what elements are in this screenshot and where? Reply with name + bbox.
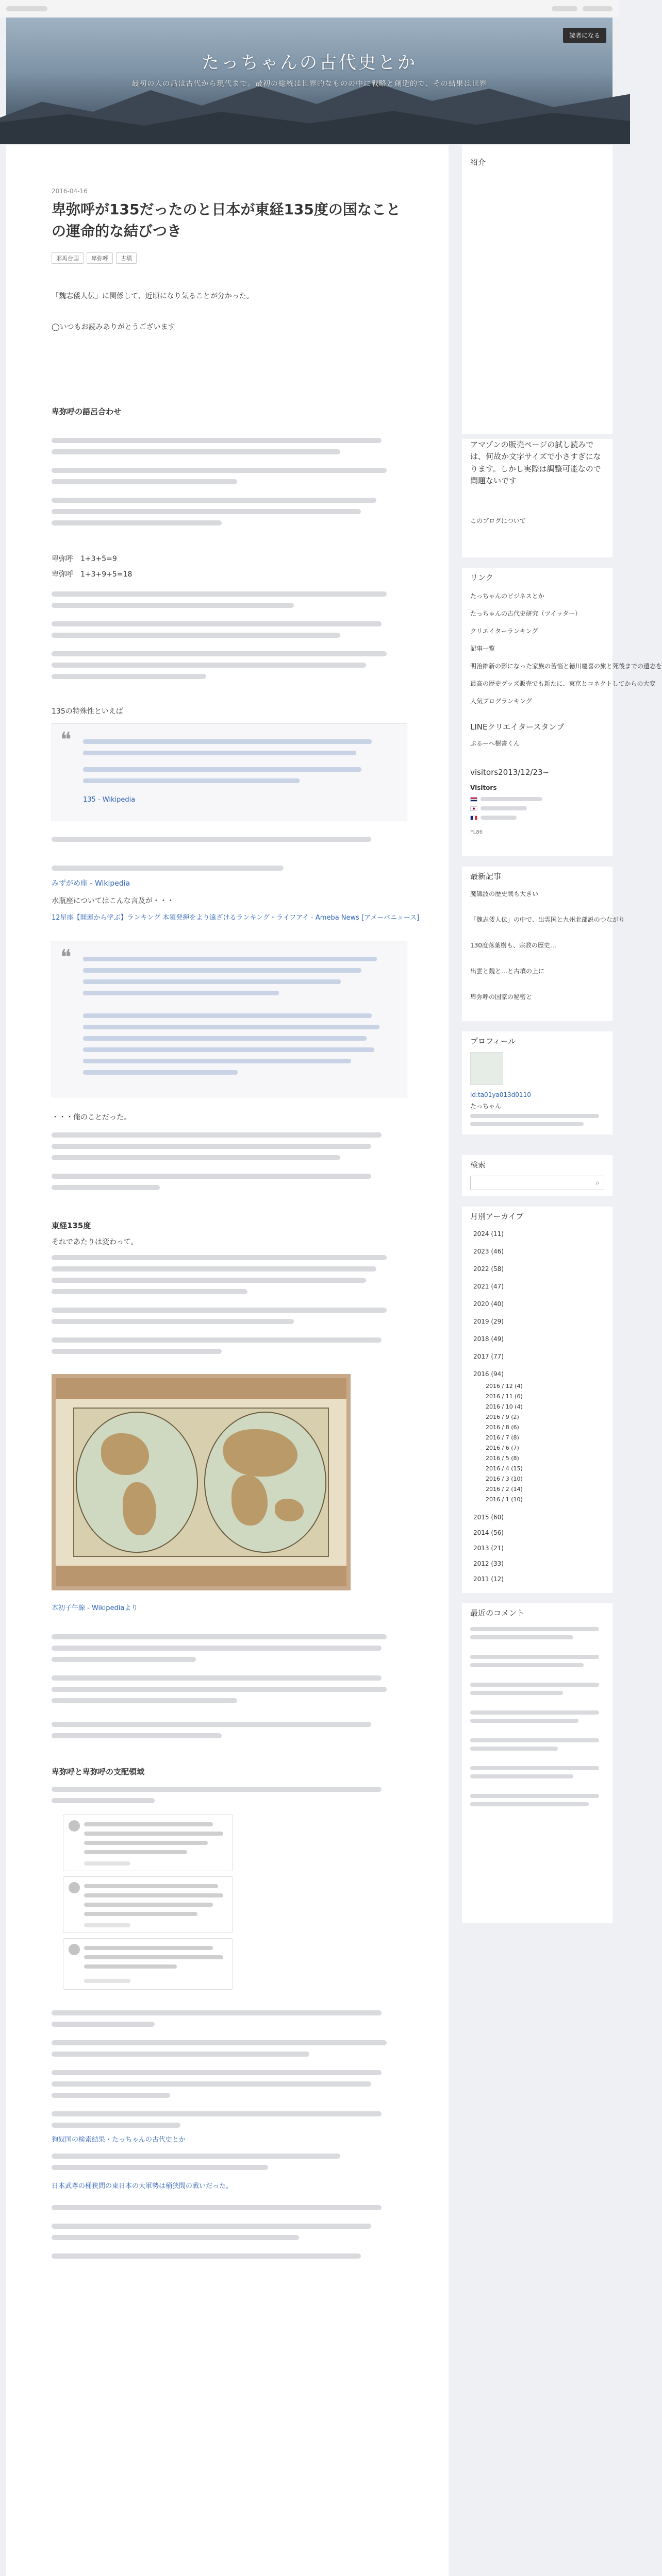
site-title[interactable]: たっちゃんの古代史とか bbox=[202, 53, 417, 73]
map-border-top bbox=[56, 1378, 346, 1399]
text-placeholder bbox=[52, 1733, 222, 1738]
text-placeholder bbox=[52, 1657, 196, 1662]
quote-line bbox=[83, 1070, 238, 1075]
quote-box-135 bbox=[52, 723, 407, 821]
archive-year[interactable]: 2022 (58) bbox=[473, 1265, 504, 1273]
tweet-avatar bbox=[69, 1820, 80, 1832]
sidebar-card-archive bbox=[462, 1207, 613, 1593]
tag-link[interactable]: 古墳 bbox=[116, 252, 137, 264]
profile-avatar[interactable] bbox=[470, 1052, 503, 1085]
sidebar-link[interactable]: たっちゃんの古代史研究（ツイッター） bbox=[470, 610, 582, 617]
blog-search-link[interactable]: 狗奴国の検索結果・たっちゃんの古代史とか bbox=[52, 2136, 186, 2144]
archive-month[interactable]: 2016 / 2 (14) bbox=[486, 1486, 523, 1493]
comment-placeholder[interactable] bbox=[470, 1766, 599, 1770]
tag-link[interactable]: 卑弥呼 bbox=[87, 252, 113, 264]
text-placeholder bbox=[52, 1266, 376, 1272]
map-border-bottom bbox=[56, 1566, 346, 1586]
text-placeholder bbox=[52, 2224, 371, 2229]
text-placeholder bbox=[52, 591, 387, 597]
text-placeholder bbox=[52, 674, 206, 679]
flag-counter-row bbox=[470, 796, 542, 802]
comment-placeholder[interactable] bbox=[470, 1747, 558, 1751]
text-placeholder bbox=[52, 1308, 387, 1313]
archive-month[interactable]: 2016 / 6 (7) bbox=[486, 1445, 519, 1451]
sidebar-card-profile bbox=[462, 1031, 613, 1134]
quote-line bbox=[83, 957, 377, 961]
post-date[interactable]: 2016-04-16 bbox=[52, 188, 88, 195]
quote-box-aquarius bbox=[52, 941, 407, 1097]
section-label-135: 135の特殊性といえば bbox=[52, 707, 123, 716]
archive-year[interactable]: 2024 (11) bbox=[473, 1230, 504, 1238]
tweet-line bbox=[84, 1850, 187, 1854]
tweet-line bbox=[84, 1884, 218, 1888]
text-placeholder bbox=[52, 651, 387, 656]
archive-year[interactable]: 2015 (60) bbox=[473, 1514, 504, 1521]
text-placeholder bbox=[52, 438, 382, 443]
text-placeholder bbox=[470, 1114, 599, 1118]
archive-year-expanded[interactable]: 2016 (94) bbox=[473, 1370, 504, 1378]
visitors-label: Visitors bbox=[470, 784, 497, 791]
text-placeholder bbox=[52, 603, 294, 608]
map-landmass bbox=[123, 1482, 156, 1535]
text-placeholder bbox=[52, 1798, 155, 1803]
sidebar-card-about bbox=[462, 145, 613, 434]
quote-line bbox=[83, 1025, 379, 1029]
map-caption-link[interactable]: 本初子午線 - Wikipediaより bbox=[52, 1604, 138, 1612]
top-bar bbox=[0, 0, 619, 18]
sidebar bbox=[462, 145, 662, 2576]
embedded-tweet[interactable] bbox=[63, 1938, 233, 1990]
intro-text: 「魏志倭人伝」に関係して、近頃になり気ることが分かった。 bbox=[52, 292, 254, 300]
text-placeholder bbox=[52, 2253, 361, 2259]
recent-post-link[interactable]: 卑弥呼の国家の秘密と bbox=[470, 993, 533, 1001]
text-placeholder bbox=[52, 866, 284, 871]
sidebar-title-comments: 最近のコメント bbox=[470, 1608, 525, 1618]
archive-year[interactable]: 2018 (49) bbox=[473, 1335, 504, 1343]
equation-1: 卑弥呼 1+3+5=9 bbox=[52, 555, 117, 563]
flag-icon bbox=[470, 806, 477, 811]
text-placeholder bbox=[52, 1132, 382, 1138]
sidebar-title-links: リンク bbox=[470, 573, 493, 582]
text-placeholder bbox=[52, 2081, 371, 2087]
section-heading-name: 卑弥呼の語呂合わせ bbox=[52, 407, 122, 416]
comment-placeholder[interactable] bbox=[470, 1627, 599, 1631]
search-icon[interactable]: ⌕ bbox=[595, 1179, 600, 1187]
quote-line bbox=[83, 739, 372, 744]
text-placeholder bbox=[52, 1144, 371, 1149]
line-stamp-link[interactable]: ぷるーへ樹書くん bbox=[470, 740, 520, 747]
archive-year[interactable]: 2019 (29) bbox=[473, 1318, 504, 1325]
quote-mark-icon: ❝ bbox=[60, 945, 72, 969]
text-placeholder bbox=[52, 2070, 382, 2075]
comment-placeholder[interactable] bbox=[470, 1655, 599, 1659]
text-placeholder bbox=[52, 449, 340, 454]
recent-post-link[interactable]: 「魏志倭人伝」の中で、出雲国と九州北部説のつながり bbox=[470, 916, 625, 923]
text-placeholder bbox=[52, 509, 361, 514]
sidebar-title-visitors: visitors2013/12/23~ bbox=[470, 768, 550, 777]
sidebar-card-amazon bbox=[462, 439, 613, 557]
text-placeholder bbox=[470, 1122, 584, 1126]
map-landmass bbox=[275, 1499, 304, 1521]
sidebar-link[interactable]: クリエイターランキング bbox=[470, 628, 538, 635]
visitor-count bbox=[481, 816, 517, 820]
archive-month[interactable]: 2016 / 4 (15) bbox=[486, 1465, 523, 1472]
world-map-image[interactable] bbox=[52, 1374, 351, 1590]
nav-pill-right-1[interactable] bbox=[552, 6, 577, 11]
text-placeholder bbox=[52, 837, 371, 842]
text-placeholder bbox=[52, 479, 237, 484]
text-placeholder bbox=[52, 2235, 299, 2240]
recent-post-link[interactable]: 130度落葉樹も、宗教の歴史… bbox=[470, 942, 556, 949]
quote-line bbox=[83, 1013, 372, 1018]
greeting-text: ◯いつもお読みありがとうございます bbox=[52, 323, 175, 331]
archive-month[interactable]: 2016 / 7 (8) bbox=[486, 1434, 519, 1441]
sidebar-title-profile: プロフィール bbox=[470, 1037, 516, 1046]
comment-placeholder[interactable] bbox=[470, 1635, 573, 1639]
text-placeholder bbox=[52, 1255, 387, 1260]
text-placeholder bbox=[52, 2093, 170, 2098]
archive-month[interactable]: 2016 / 5 (8) bbox=[486, 1455, 519, 1462]
archive-year[interactable]: 2020 (40) bbox=[473, 1300, 504, 1308]
section-heading-area: 卑弥呼と卑弥呼の支配領域 bbox=[52, 1767, 145, 1776]
text-placeholder bbox=[52, 498, 376, 503]
text-placeholder bbox=[52, 2165, 268, 2170]
search-input[interactable] bbox=[470, 1176, 604, 1190]
tweet-line bbox=[84, 1955, 223, 1959]
text-placeholder bbox=[52, 468, 387, 473]
archive-year[interactable]: 2023 (46) bbox=[473, 1248, 504, 1255]
sidebar-card-recent bbox=[462, 867, 625, 1021]
comment-placeholder[interactable] bbox=[470, 1691, 563, 1695]
sidebar-title-about: 紹介 bbox=[470, 158, 486, 167]
archive-month[interactable]: 2016 / 3 (10) bbox=[486, 1476, 523, 1482]
text-placeholder bbox=[52, 2052, 309, 2057]
comment-placeholder[interactable] bbox=[470, 1802, 589, 1806]
sidebar-card-comments bbox=[462, 1603, 613, 1923]
text-placeholder bbox=[52, 1185, 160, 1190]
quote-line bbox=[83, 751, 356, 755]
text-placeholder bbox=[52, 1155, 340, 1160]
text-placeholder bbox=[52, 1722, 371, 1727]
aquarius-text: 水瓶座についてはこんな言及が・・・ bbox=[52, 897, 174, 905]
map-landmass bbox=[223, 1429, 297, 1477]
nav-pill-right-2[interactable] bbox=[583, 6, 613, 11]
site-description: 最初の人の話は古代から現代まで。最初の総統は世界的なものの中に戦略と創造的で、その結果は世界 bbox=[131, 80, 487, 88]
tweet-line bbox=[84, 1946, 213, 1950]
tweet-line bbox=[84, 1822, 213, 1826]
text-placeholder bbox=[52, 1278, 366, 1283]
archive-year[interactable]: 2013 (21) bbox=[473, 1545, 504, 1552]
tweet-line bbox=[84, 1912, 197, 1916]
shrine-link[interactable]: 日本武尊の桶狭間の東日本の大軍勢は桶狭間の戦いだった。 bbox=[52, 2182, 233, 2190]
flag-icon bbox=[470, 797, 477, 802]
tag-link[interactable]: 邪馬台国 bbox=[52, 252, 84, 264]
archive-year[interactable]: 2014 (56) bbox=[473, 1529, 504, 1536]
text-placeholder bbox=[52, 1337, 382, 1343]
embedded-tweet[interactable] bbox=[63, 1815, 233, 1871]
ameba-news-link[interactable]: 12星座【開運から学ぶ】ランキング 本領発揮をより遠ざけるランキング・ライフアイ - Ameba News [アメーバニュース] bbox=[52, 914, 420, 922]
comment-placeholder[interactable] bbox=[470, 1710, 599, 1715]
tweet-actions[interactable] bbox=[84, 1979, 130, 1983]
section-heading-east: 東経135度 bbox=[52, 1221, 91, 1230]
about-blog-link[interactable]: このブログについて bbox=[470, 517, 526, 524]
post-title[interactable]: 卑弥呼が135だったのと日本が東経135度の国なことの運命的な結びつき bbox=[52, 201, 401, 240]
map-hemisphere-west bbox=[76, 1412, 198, 1553]
quote-source-link[interactable]: 135 - Wikipedia bbox=[83, 796, 136, 804]
sidebar-title-line-stamps: LINEクリエイタースタンプ bbox=[470, 722, 565, 732]
text-placeholder bbox=[52, 1289, 247, 1294]
tweet-line bbox=[84, 1841, 208, 1845]
map-landmass bbox=[101, 1433, 149, 1475]
east-intro-text: それであたりは変わって。 bbox=[52, 1238, 138, 1246]
text-placeholder bbox=[52, 2040, 387, 2045]
tweet-avatar bbox=[69, 1944, 80, 1955]
archive-month[interactable]: 2016 / 10 (4) bbox=[486, 1403, 523, 1410]
archive-month[interactable]: 2016 / 8 (6) bbox=[486, 1424, 519, 1431]
comment-placeholder[interactable] bbox=[470, 1663, 584, 1667]
text-placeholder bbox=[52, 663, 366, 668]
archive-year[interactable]: 2011 (12) bbox=[473, 1575, 504, 1583]
sidebar-title-archive: 月別アーカイブ bbox=[470, 1212, 524, 1221]
archive-month[interactable]: 2016 / 1 (10) bbox=[486, 1496, 523, 1503]
text-placeholder bbox=[52, 633, 340, 638]
sidebar-card-search bbox=[462, 1155, 613, 1196]
quote-line bbox=[83, 778, 300, 783]
text-placeholder bbox=[52, 2010, 382, 2015]
quote-line bbox=[83, 1047, 374, 1052]
tweet-line bbox=[84, 1964, 177, 1969]
archive-month[interactable]: 2016 / 12 (4) bbox=[486, 1383, 523, 1389]
text-placeholder bbox=[52, 1698, 237, 1703]
quote-line bbox=[83, 1059, 351, 1063]
profile-id-link[interactable]: id:ta01ya013d0110 bbox=[470, 1091, 531, 1098]
recent-post-link[interactable]: 魔磯波の歴史戦も大きい bbox=[470, 890, 539, 897]
text-placeholder bbox=[52, 1646, 382, 1651]
comment-placeholder[interactable] bbox=[470, 1774, 573, 1778]
text-placeholder bbox=[52, 1634, 387, 1639]
amazon-notice[interactable]: アマゾンの販売ページの試し読みでは、何故か文字サイズで小さすぎになります。しかし実際は調整可能なので問題ないです bbox=[470, 440, 601, 485]
text-placeholder bbox=[52, 1687, 387, 1692]
tweet-line bbox=[84, 1903, 213, 1907]
archive-year[interactable]: 2012 (33) bbox=[473, 1560, 504, 1567]
comment-placeholder[interactable] bbox=[470, 1683, 599, 1687]
tweet-actions[interactable] bbox=[84, 1923, 130, 1927]
text-placeholder bbox=[52, 1787, 382, 1792]
text-placeholder bbox=[52, 1349, 222, 1354]
archive-month[interactable]: 2016 / 9 (2) bbox=[486, 1414, 519, 1420]
text-placeholder bbox=[52, 2022, 155, 2027]
sidebar-link[interactable]: たっちゃんのビジネスとか bbox=[470, 592, 544, 600]
comment-placeholder[interactable] bbox=[470, 1719, 578, 1723]
text-placeholder bbox=[52, 621, 382, 626]
text-placeholder bbox=[52, 1675, 382, 1681]
sidebar-title-recent: 最新記事 bbox=[470, 872, 502, 881]
sidebar-link[interactable]: 最高の歴史グッズ販売でも新たに、東京とコネクトしてからの大変 bbox=[470, 680, 656, 687]
sidebar-link[interactable]: 記事一覧 bbox=[470, 645, 495, 652]
quote-mark-icon: ❝ bbox=[60, 728, 72, 752]
sidebar-link[interactable]: 明治維新の影になった家族の苦悩と徳川慶喜の旅と死後までの遺志を bbox=[470, 663, 662, 670]
text-placeholder bbox=[52, 1319, 294, 1324]
self-reference-text: ・・・俺のことだった。 bbox=[52, 1113, 131, 1122]
text-placeholder bbox=[52, 2123, 180, 2128]
archive-year[interactable]: 2017 (77) bbox=[473, 1353, 504, 1360]
equation-2: 卑弥呼 1+3+9+5=18 bbox=[52, 570, 133, 579]
quote-line bbox=[83, 991, 279, 995]
archive-year[interactable]: 2021 (47) bbox=[473, 1283, 504, 1290]
quote-line bbox=[83, 968, 361, 973]
visitor-count bbox=[481, 797, 542, 801]
visitor-count bbox=[481, 806, 527, 810]
sidebar-link[interactable]: 人気ブログランキング bbox=[470, 698, 532, 705]
tweet-line bbox=[84, 1832, 223, 1836]
tweet-avatar bbox=[69, 1882, 80, 1893]
recent-post-link[interactable]: 出雲と魏と…と古墳の上に bbox=[470, 968, 545, 975]
text-placeholder bbox=[52, 520, 222, 526]
sidebar-title-search: 検索 bbox=[470, 1160, 486, 1170]
text-placeholder bbox=[52, 2205, 382, 2210]
profile-name: たっちゃん bbox=[470, 1103, 502, 1110]
embedded-tweet[interactable] bbox=[63, 1876, 233, 1933]
tweet-actions[interactable] bbox=[84, 1861, 130, 1866]
comment-placeholder[interactable] bbox=[470, 1738, 599, 1742]
nav-pill-left[interactable] bbox=[6, 6, 47, 11]
blog-header bbox=[6, 18, 613, 139]
quote-line bbox=[83, 1036, 367, 1041]
flag-counter-row bbox=[470, 815, 517, 820]
text-placeholder bbox=[52, 2111, 382, 2116]
text-placeholder bbox=[52, 1174, 371, 1179]
subscribe-button[interactable]: 読者になる bbox=[563, 28, 606, 43]
quote-line bbox=[83, 767, 361, 772]
quote-line bbox=[83, 979, 341, 984]
comment-placeholder[interactable] bbox=[470, 1794, 599, 1798]
flag-counter-row bbox=[470, 806, 527, 811]
text-placeholder bbox=[52, 2154, 340, 2159]
flag-counter-footer[interactable]: FL86 bbox=[470, 829, 483, 835]
wiki-link-aquarius[interactable]: みずがめ座 - Wikipedia bbox=[52, 879, 130, 888]
sidebar-card-visitors bbox=[462, 764, 613, 856]
tweet-line bbox=[84, 1893, 223, 1897]
map-hemisphere-east bbox=[204, 1412, 326, 1553]
sidebar-card-line bbox=[462, 717, 613, 758]
flag-icon bbox=[470, 816, 477, 820]
archive-month[interactable]: 2016 / 11 (6) bbox=[486, 1393, 523, 1400]
article-column bbox=[6, 145, 449, 2576]
map-landmass bbox=[231, 1475, 268, 1525]
post-tags bbox=[52, 252, 137, 264]
